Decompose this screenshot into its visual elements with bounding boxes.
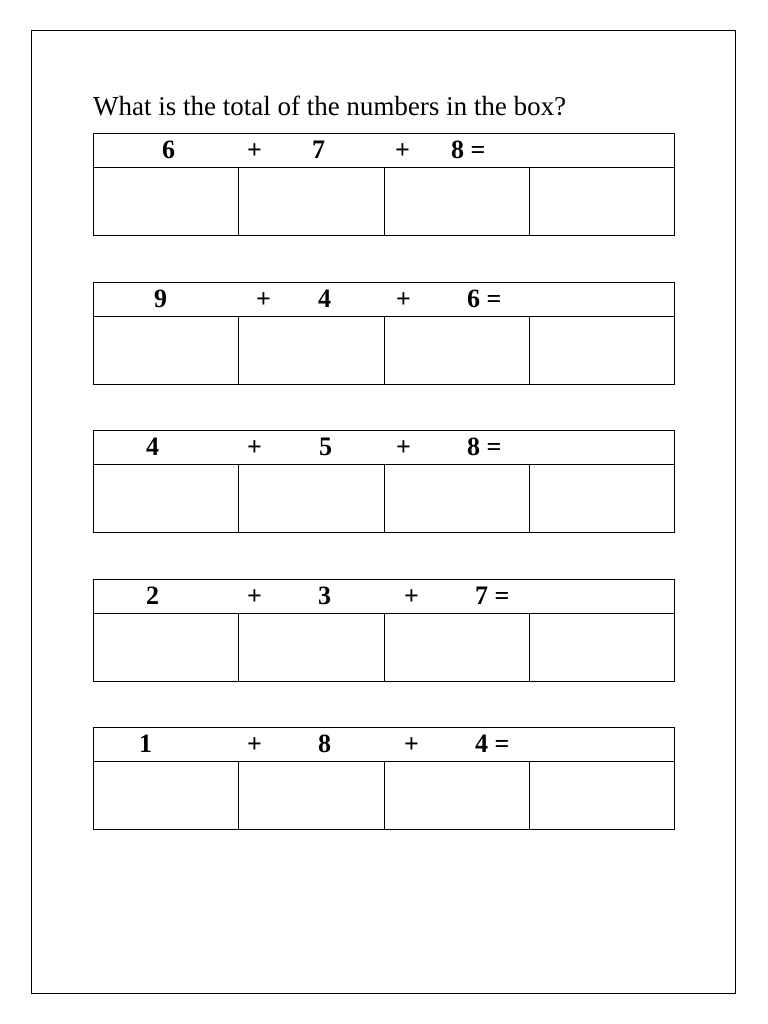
answer-cell-2[interactable] <box>239 614 384 681</box>
answer-cell-1[interactable] <box>94 614 239 681</box>
answer-cell-4[interactable] <box>530 614 674 681</box>
answer-cell-4[interactable] <box>530 762 674 829</box>
addend-1: 2 <box>146 581 159 610</box>
addend-2: 4 <box>318 284 331 313</box>
answer-cell-1[interactable] <box>94 168 239 235</box>
answer-cell-3[interactable] <box>385 168 530 235</box>
equation-row <box>94 134 674 168</box>
addend-1: 1 <box>139 729 152 758</box>
answer-cell-3[interactable] <box>385 465 530 532</box>
problem-box-5 <box>93 727 675 830</box>
plus-sign-1: + <box>256 284 271 313</box>
equation-row <box>94 431 674 465</box>
plus-sign-1: + <box>247 729 262 758</box>
answer-cell-4[interactable] <box>530 168 674 235</box>
answer-row <box>94 317 674 384</box>
equation-row <box>94 728 674 762</box>
addend-3-equals: 4 = <box>475 729 510 758</box>
plus-sign-1: + <box>247 581 262 610</box>
addend-3-equals: 6 = <box>467 284 502 313</box>
addend-2: 8 <box>318 729 331 758</box>
problem-box-3 <box>93 430 675 533</box>
answer-cell-3[interactable] <box>385 317 530 384</box>
problem-box-1 <box>93 133 675 236</box>
answer-cell-1[interactable] <box>94 762 239 829</box>
equation-row <box>94 580 674 614</box>
addend-3-equals: 7 = <box>475 581 510 610</box>
answer-cell-3[interactable] <box>385 762 530 829</box>
answer-row <box>94 465 674 532</box>
plus-sign-2: + <box>395 135 410 164</box>
addend-1: 4 <box>146 432 159 461</box>
question-text: What is the total of the numbers in the box? <box>93 91 567 121</box>
answer-row <box>94 762 674 829</box>
plus-sign-2: + <box>396 284 411 313</box>
plus-sign-2: + <box>396 432 411 461</box>
answer-cell-1[interactable] <box>94 317 239 384</box>
addend-1: 9 <box>154 284 167 313</box>
plus-sign-2: + <box>404 581 419 610</box>
addend-2: 3 <box>318 581 331 610</box>
answer-cell-1[interactable] <box>94 465 239 532</box>
addend-3-equals: 8 = <box>467 432 502 461</box>
answer-cell-2[interactable] <box>239 168 384 235</box>
plus-sign-1: + <box>247 432 262 461</box>
answer-row <box>94 614 674 681</box>
problem-box-4 <box>93 579 675 682</box>
answer-cell-2[interactable] <box>239 465 384 532</box>
addend-1: 6 <box>162 135 175 164</box>
answer-cell-3[interactable] <box>385 614 530 681</box>
answer-cell-2[interactable] <box>239 317 384 384</box>
answer-cell-4[interactable] <box>530 465 674 532</box>
answer-cell-4[interactable] <box>530 317 674 384</box>
problem-box-2 <box>93 282 675 385</box>
addend-3-equals: 8 = <box>451 135 486 164</box>
addend-2: 7 <box>312 135 325 164</box>
answer-row <box>94 168 674 235</box>
addend-2: 5 <box>319 432 332 461</box>
answer-cell-2[interactable] <box>239 762 384 829</box>
plus-sign-2: + <box>404 729 419 758</box>
equation-row <box>94 283 674 317</box>
plus-sign-1: + <box>247 135 262 164</box>
